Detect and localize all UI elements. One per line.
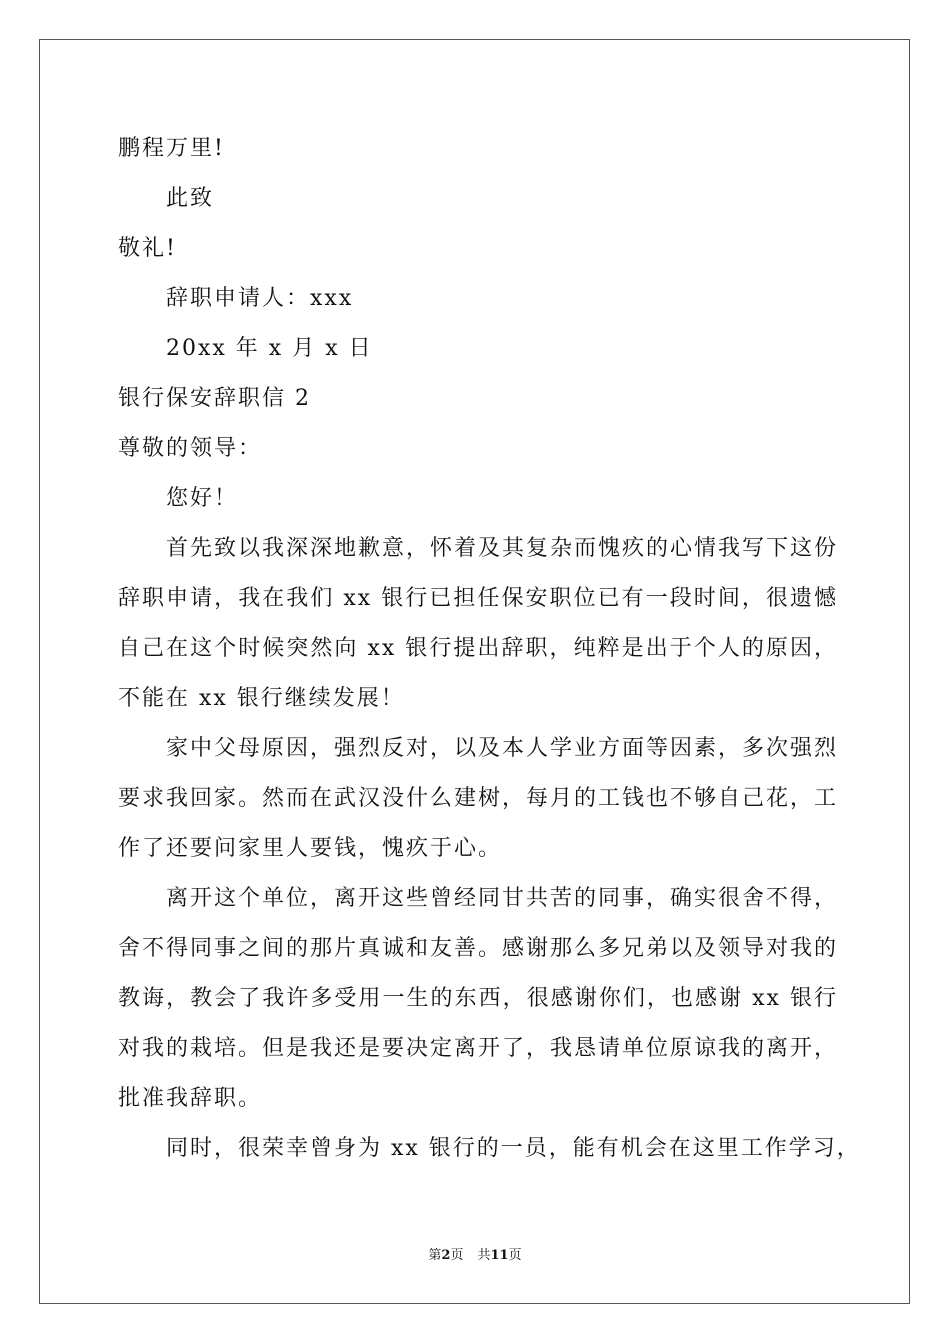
paragraph-line: 教诲，教会了我许多受用一生的东西，很感谢你们，也感谢 xx 银行 bbox=[118, 986, 838, 1011]
paragraph-line: 首先致以我深深地歉意，怀着及其复杂而愧疚的心情我写下这份 bbox=[166, 536, 839, 561]
paragraph-line: 不能在 xx 银行继续发展！ bbox=[118, 686, 405, 711]
text-line: 此致 bbox=[166, 186, 215, 211]
paragraph-line: 离开这个单位，离开这些曾经同甘共苦的同事，确实很舍不得， bbox=[166, 886, 839, 911]
signature-line: 辞职申请人：xxx bbox=[166, 286, 354, 311]
text-line: 鹏程万里! bbox=[118, 136, 225, 161]
paragraph-line: 自己在这个时候突然向 xx 银行提出辞职，纯粹是出于个人的原因， bbox=[118, 636, 838, 661]
section-title: 银行保安辞职信 2 bbox=[118, 386, 311, 411]
letter-body bbox=[118, 124, 861, 1174]
page-number: 2 bbox=[441, 1248, 451, 1263]
paragraph-line: 家中父母原因，强烈反对，以及本人学业方面等因素，多次强烈 bbox=[166, 736, 839, 761]
total-suffix: 页 bbox=[508, 1248, 522, 1263]
date-line: 20xx 年 x 月 x 日 bbox=[166, 336, 373, 361]
paragraph-line: 对我的栽培。但是我还是要决定离开了，我恳请单位原谅我的离开， bbox=[118, 1036, 839, 1061]
greeting: 您好！ bbox=[166, 486, 239, 511]
total-prefix: 共 bbox=[477, 1248, 491, 1263]
page-suffix: 页 bbox=[450, 1248, 464, 1263]
page-footer bbox=[0, 1247, 950, 1265]
paragraph-line: 要求我回家。然而在武汉没什么建树，每月的工钱也不够自己花，工 bbox=[118, 786, 839, 811]
text-line: 敬礼! bbox=[118, 236, 177, 261]
page-prefix: 第 bbox=[428, 1248, 442, 1263]
paragraph-line: 同时，很荣幸曾身为 xx 银行的一员，能有机会在这里工作学习， bbox=[166, 1136, 861, 1161]
paragraph-line: 舍不得同事之间的那片真诚和友善。感谢那么多兄弟以及领导对我的 bbox=[118, 936, 839, 961]
total-pages: 11 bbox=[490, 1248, 509, 1263]
paragraph-line: 作了还要问家里人要钱，愧疚于心。 bbox=[118, 836, 503, 861]
salutation: 尊敬的领导： bbox=[118, 436, 263, 461]
paragraph-line: 辞职申请，我在我们 xx 银行已担任保安职位已有一段时间，很遗憾 bbox=[118, 586, 838, 611]
paragraph-line: 批准我辞职。 bbox=[118, 1086, 263, 1111]
